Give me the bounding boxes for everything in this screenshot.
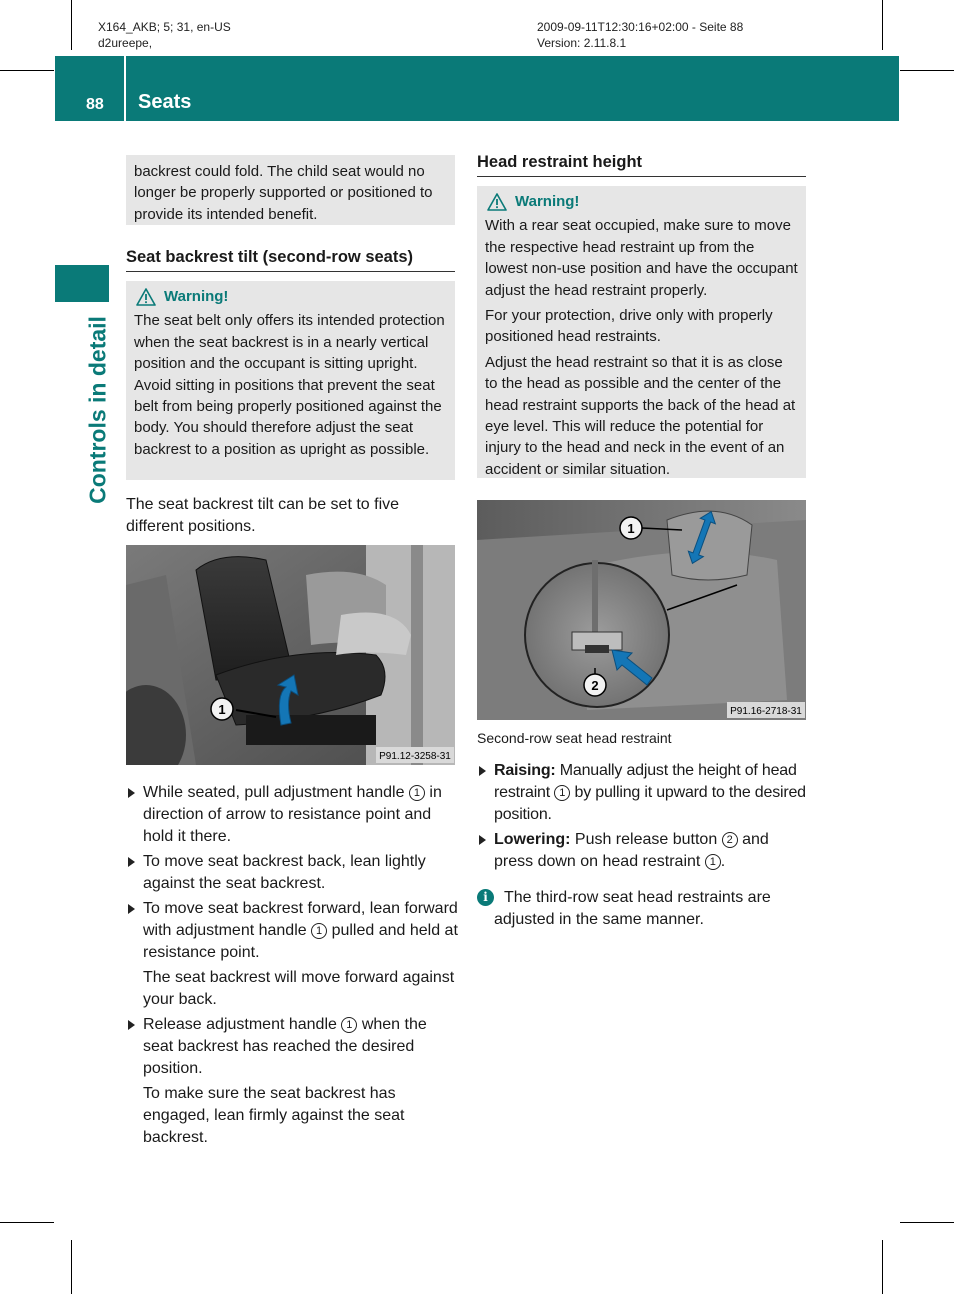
head-restraint-photo — [477, 500, 806, 720]
seat-backrest-photo — [126, 545, 455, 765]
callout-1-ref: 1 — [341, 1017, 357, 1033]
callout-1-ref: 1 — [705, 854, 721, 870]
list-item — [126, 898, 458, 964]
callout-1-label: 1 — [218, 702, 226, 717]
section-title: Seats — [138, 91, 192, 113]
warning-title-text: Warning! — [515, 193, 580, 210]
list-item — [126, 851, 458, 895]
item-text: Manually adjust the height of head restraint — [494, 762, 797, 801]
info-icon: i — [477, 889, 494, 906]
list-item — [126, 782, 458, 848]
item-label: Raising: — [494, 762, 556, 779]
warning-paragraph: For your protection, drive only with properly positioned head restraints. — [485, 307, 773, 346]
warning-title — [136, 286, 447, 307]
warning-paragraph: Adjust the head restraint so that it is as close to the head as possible and the center of the head restraint supports the back of the head at eye level. This will reduce the potential for injury to the head and neck in the event of an accident or similar situation. — [485, 353, 796, 478]
head-restraint-illustration — [477, 500, 806, 720]
right-column — [477, 153, 806, 478]
instruction-list — [126, 782, 458, 1149]
callout-2-label: 2 — [591, 678, 599, 693]
item-text: Push release button — [574, 831, 718, 848]
item-text: . — [720, 853, 726, 870]
item-text: To move seat backrest back, lean lightly against the seat backrest. — [143, 853, 426, 892]
warning-title-text: Warning! — [164, 288, 229, 305]
instruction-list — [477, 760, 809, 873]
print-meta-right — [537, 19, 743, 51]
item-text: and press down on head restraint — [494, 831, 769, 870]
list-item-note — [126, 1083, 458, 1149]
item-text: While seated, pull adjustment handle — [143, 784, 405, 801]
seat-illustration — [126, 545, 455, 765]
crop-mark — [71, 0, 72, 50]
crop-mark — [900, 1222, 954, 1223]
item-text: Release adjustment handle — [143, 1016, 337, 1033]
meta-line: d2ureepe, — [98, 36, 153, 50]
info-text: The third-row seat head restraints are adjusted in the same manner. — [494, 889, 771, 928]
crop-mark — [882, 1240, 883, 1294]
left-column — [126, 155, 455, 538]
warning-box — [477, 186, 806, 478]
callout-1-ref: 1 — [409, 785, 425, 801]
item-text: The seat backrest will move forward against your back. — [143, 969, 455, 1008]
warning-triangle-icon — [136, 288, 156, 306]
list-item — [477, 760, 809, 826]
meta-line: Version: 2.11.8.1 — [537, 36, 627, 50]
item-text: by pulling it upward to the desired position. — [494, 784, 806, 823]
item-text: To move seat backrest forward, lean forward with adjustment handle — [143, 900, 458, 939]
warning-title — [487, 191, 798, 212]
list-item — [126, 1014, 458, 1080]
item-text: pulled and held at resistance point. — [143, 922, 458, 961]
crop-mark — [0, 1222, 54, 1223]
photo-code: P91.12-3258-31 — [379, 751, 451, 762]
page-number: 88 — [86, 96, 104, 113]
item-text: To make sure the seat backrest has engaged, lean firmly against the seat backrest. — [143, 1085, 405, 1146]
subheading-backrest-tilt: Seat backrest tilt (second-row seats) — [126, 248, 455, 272]
print-meta-left — [98, 19, 231, 51]
callout-1-ref: 1 — [311, 923, 327, 939]
meta-line: 2009-09-11T12:30:16+02:00 - Seite 88 — [537, 20, 744, 34]
intro-paragraph: The seat backrest tilt can be set to five different positions. — [126, 496, 400, 535]
item-text: in direction of arrow to resistance point and hold it there. — [143, 784, 442, 845]
crop-mark — [900, 70, 954, 71]
crop-mark — [0, 70, 54, 71]
photo-caption: Second-row seat head restraint — [477, 730, 672, 746]
callout-1-label: 1 — [627, 521, 635, 536]
list-item — [477, 829, 809, 873]
callout-2-ref: 2 — [722, 832, 738, 848]
item-text: when the seat backrest has reached the desired position. — [143, 1016, 427, 1077]
warning-triangle-icon — [487, 193, 507, 211]
crop-mark — [882, 0, 883, 50]
side-tab — [55, 265, 109, 302]
subheading-head-restraint: Head restraint height — [477, 153, 806, 177]
photo-code: P91.16-2718-31 — [730, 706, 802, 717]
meta-line: X164_AKB; 5; 31, en-US — [98, 20, 231, 34]
continued-note-box: backrest could fold. The child seat would no longer be properly supported or positioned to provide its intended benefit. — [126, 155, 455, 225]
item-label: Lowering: — [494, 831, 571, 848]
info-note — [477, 887, 809, 931]
right-instructions — [477, 760, 809, 931]
warning-box — [126, 281, 455, 480]
callout-1-ref: 1 — [554, 785, 570, 801]
warning-paragraph: With a rear seat occupied, make sure to move the respective head restraint up from the lowest non-use position and have the occupant adjust the head restraint properly. — [485, 217, 798, 299]
list-item-note — [126, 967, 458, 1011]
side-tab-label: Controls in detail — [84, 316, 111, 504]
crop-mark — [71, 1240, 72, 1294]
warning-text: The seat belt only offers its intended protection when the seat backrest is in a nearly vertical position and the occupant is sitting upright. Avoid sitting in positions that prevent the seat belt from being properly positioned against the body. You should therefore adjust the seat backrest to a position as upright as possible. — [134, 312, 445, 458]
left-instructions — [126, 782, 458, 1152]
header-divider — [124, 56, 126, 121]
